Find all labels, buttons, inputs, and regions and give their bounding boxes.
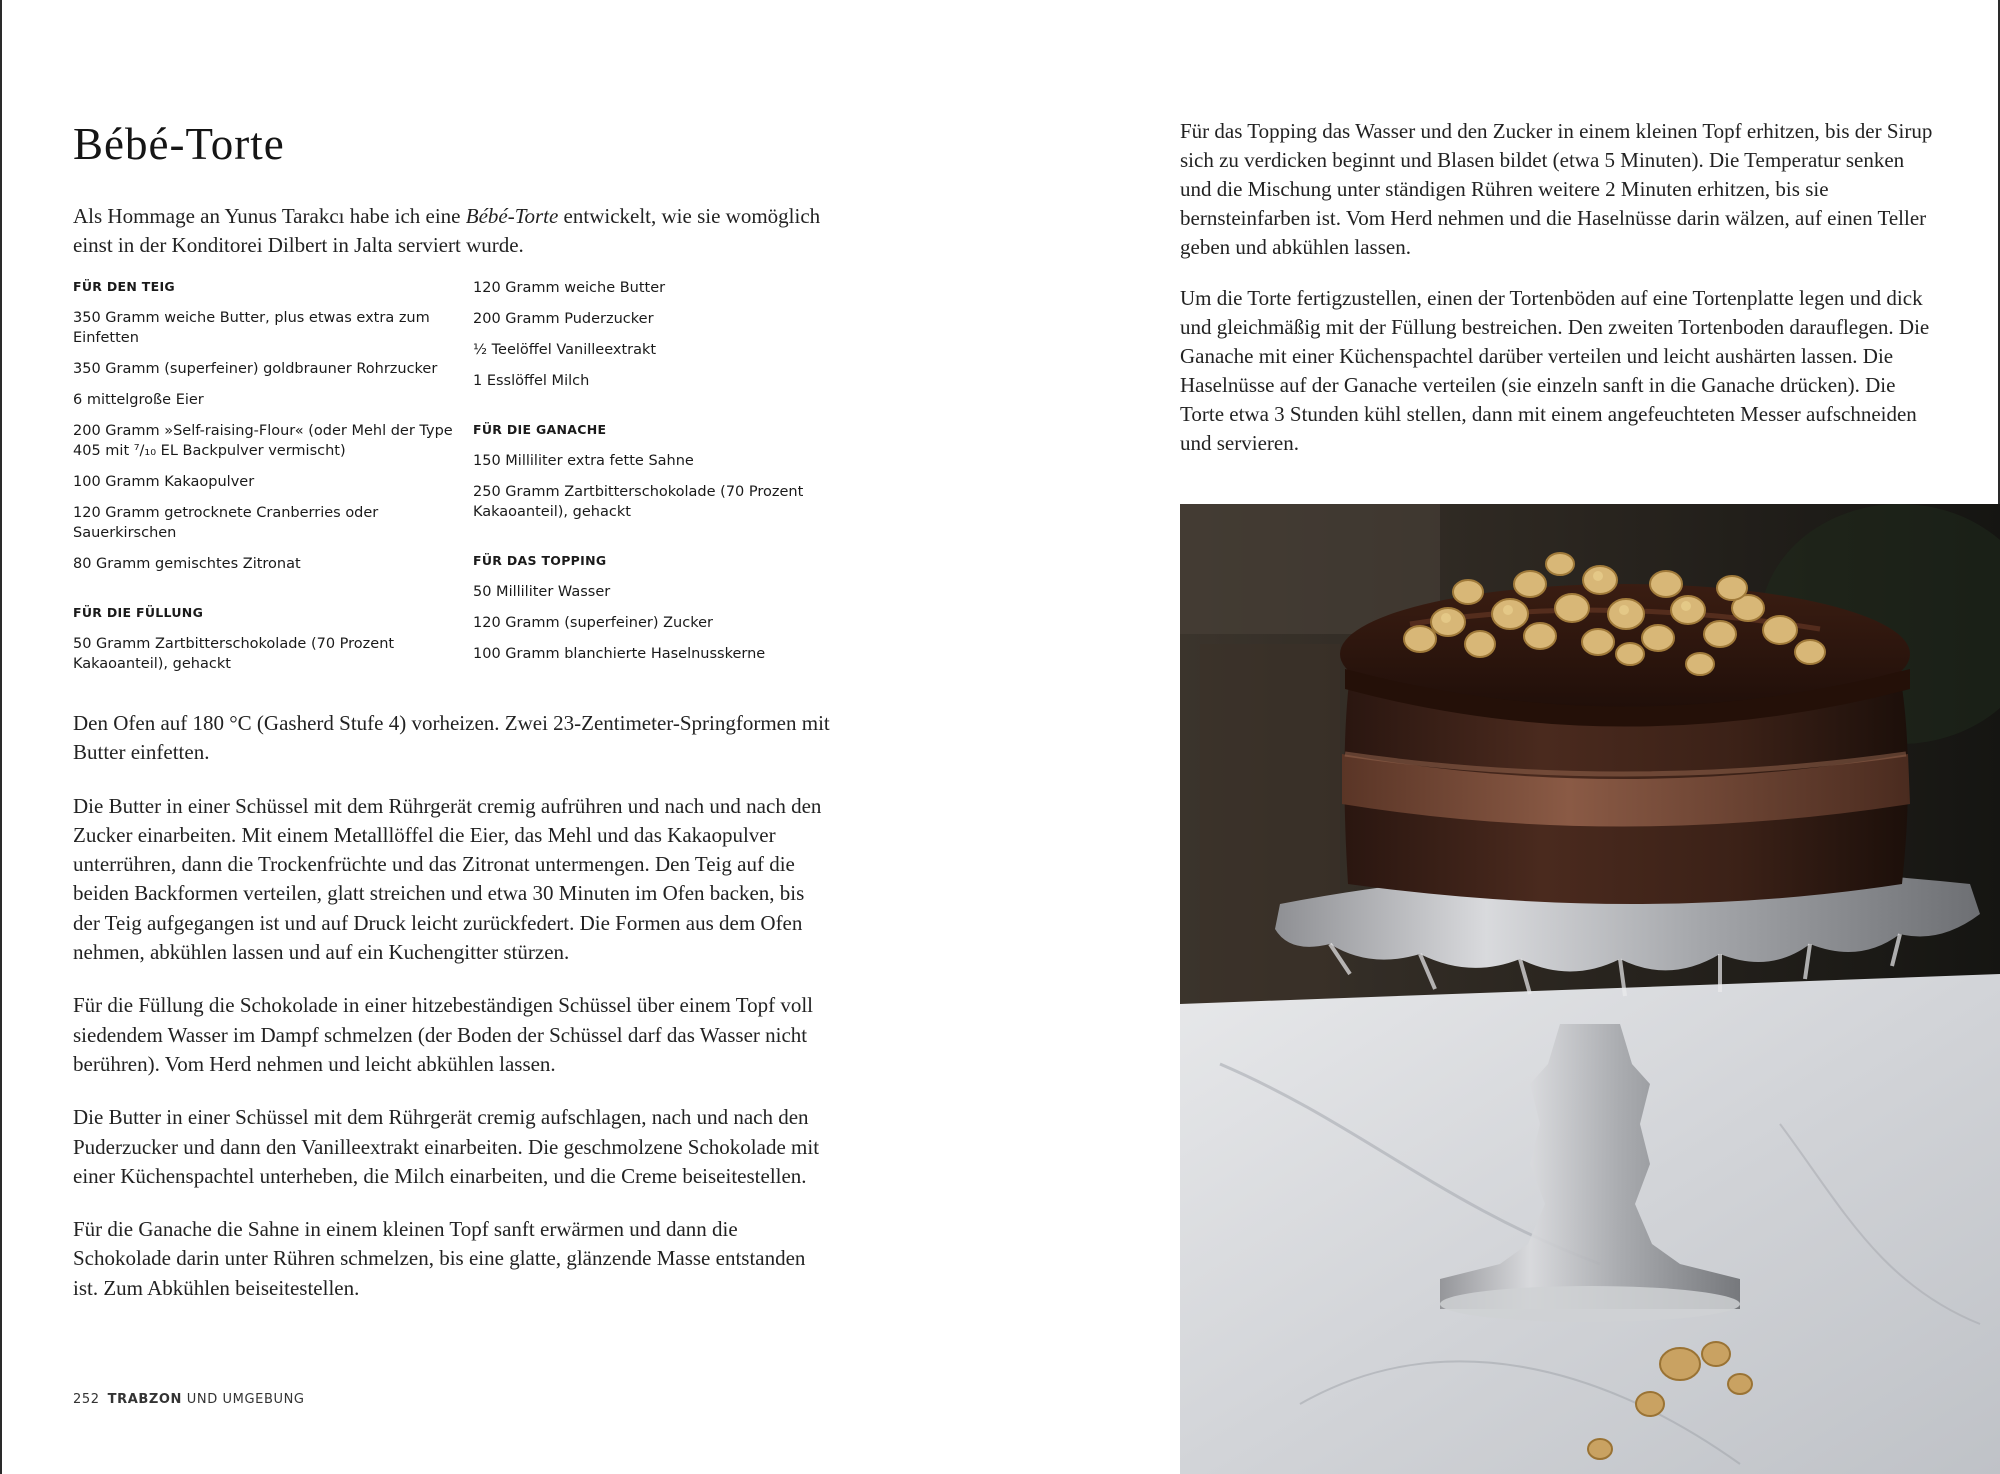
method-paragraph: Für das Topping das Wasser und den Zucker in einem kleinen Topf erhitzen, bis der Sirup sich zu verdicken beginnt und Blasen bildet (etwa 5 Minuten). Die Temperatur senken und die Mischung unter ständigen Rühren weitere 2 Minuten erhitzen, bis sie bernsteinfarben ist. Vom Herd nehmen und die Haselnüsse darin wälzen, auf einen Teller geben und abkühlen lassen. (1180, 119, 1933, 259)
method-paragraph: Die Butter in einer Schüssel mit dem Rührgerät cremig aufrühren und nach und nach den Zucker einarbeiten. Mit einem Metalllöffel die Eier, das Mehl und das Kakaopulver unterrühren, dann die Trockenfrüchte und das Zitronat untermengen. Den Teig auf die beiden Backformen verteilen, glatt streichen und etwa 30 Minuten im Ofen backen, bis der Teig aufgegangen ist und auf Druck leicht zurückfedert. Die Formen aus dem Ofen nehmen, abkühlen lassen und auf ein Kuchengitter stürzen. (73, 793, 822, 965)
ingredients-heading-fuellung: FÜR DIE FÜLLUNG (73, 605, 204, 620)
method-paragraph: Für die Füllung die Schokolade in einer hitzebeständigen Schüssel über einem Topf voll siedendem Wasser im Dampf schmelzen (der Boden der Schüssel darf das Wasser nicht berühren). Vom Herd nehmen und leicht abkühlen lassen. (73, 993, 813, 1076)
ingredient-item: 200 Gramm »Self-raising-Flour« (oder Mehl der Type 405 mit ⁷/₁₀ EL Backpulver vermischt) (73, 423, 453, 459)
ingredient-item: 50 Gramm Zartbitterschokolade (70 Prozent Kakaoanteil), gehackt (73, 636, 395, 672)
recipe-intro (73, 202, 833, 260)
cake-photo-illustration (1180, 504, 2000, 1474)
intro-text-end: entwickelt, wie sie womöglich einst in der Konditorei Dilbert in Jalta serviert wurde. (73, 204, 821, 257)
method-steps-left (73, 709, 833, 1327)
ingredients-heading-teig: FÜR DEN TEIG (73, 279, 175, 294)
recipe-title: Bébé-Torte (73, 119, 285, 169)
page-number: 252 (73, 1392, 100, 1407)
ingredient-item: 80 Gramm gemischtes Zitronat (73, 556, 301, 572)
ingredients-column-2 (473, 278, 853, 675)
ingredient-item: 1 Esslöffel Milch (473, 373, 590, 389)
footer-section-rest: UND UMGEBUNG (182, 1392, 305, 1407)
intro-cake-name: Bébé-Torte (465, 204, 559, 228)
page-edge-left (0, 0, 2, 1474)
ingredient-item: 200 Gramm Puderzucker (473, 311, 654, 327)
ingredient-item: 250 Gramm Zartbitterschokolade (70 Prozent Kakaoanteil), gehackt (473, 484, 804, 520)
method-paragraph: Den Ofen auf 180 °C (Gasherd Stufe 4) vorheizen. Zwei 23-Zentimeter-Springformen mit Butter einfetten. (73, 711, 830, 765)
ingredient-item: 350 Gramm weiche Butter, plus etwas extra zum Einfetten (73, 310, 430, 346)
ingredient-item: 120 Gramm getrocknete Cranberries oder Sauerkirschen (73, 505, 379, 541)
method-paragraph: Die Butter in einer Schüssel mit dem Rührgerät cremig aufschlagen, nach und nach den Puderzucker und dann den Vanilleextrakt einarbeiten. Die geschmolzene Schokolade mit einer Küchenspachtel unterheben, die Milch einarbeiten, und die Creme beiseitestellen. (73, 1105, 820, 1188)
ingredients-column-1 (73, 278, 453, 685)
ingredient-item: 100 Gramm Kakaopulver (73, 474, 255, 490)
ingredient-item: 120 Gramm weiche Butter (473, 280, 666, 296)
cake-photo (1180, 504, 2000, 1474)
intro-text-start: Als Hommage an Yunus Tarakcı habe ich eine (73, 204, 466, 228)
ingredient-item: 6 mittelgroße Eier (73, 392, 204, 408)
method-paragraph: Um die Torte fertigzustellen, einen der Tortenböden auf eine Tortenplatte legen und dick und gleichmäßig mit der Füllung bestreichen. Den zweiten Tortenboden darauflegen. Die Ganache mit einer Küchenspachtel darüber verteilen und leicht aushärten lassen. Die Haselnüsse auf der Ganache verteilen (sie einzeln sanft in die Ganache drücken). Die Torte etwa 3 Stunden kühl stellen, dann mit einem angefeuchteten Messer aufschneiden und servieren. (1180, 286, 1930, 455)
ingredient-item: ½ Teelöffel Vanilleextrakt (473, 342, 657, 358)
ingredient-item: 120 Gramm (superfeiner) Zucker (473, 615, 713, 631)
ingredient-item: 50 Milliliter Wasser (473, 584, 611, 600)
ingredient-item: 350 Gramm (superfeiner) goldbrauner Rohrzucker (73, 361, 438, 377)
ingredient-item: 100 Gramm blanchierte Haselnusskerne (473, 646, 766, 662)
page-footer (73, 1392, 305, 1407)
ingredient-item: 150 Milliliter extra fette Sahne (473, 453, 694, 469)
footer-section-name: TRABZON (107, 1392, 183, 1407)
method-steps-right (1180, 117, 1940, 480)
ingredients-heading-topping: FÜR DAS TOPPING (473, 553, 607, 568)
ingredients-heading-ganache: FÜR DIE GANACHE (473, 422, 607, 437)
method-paragraph: Für die Ganache die Sahne in einem kleinen Topf sanft erwärmen und dann die Schokolade darin unter Rühren schmelzen, bis eine glatte, glänzende Masse entstanden ist. Zum Abkühlen beiseitestellen. (73, 1217, 806, 1300)
